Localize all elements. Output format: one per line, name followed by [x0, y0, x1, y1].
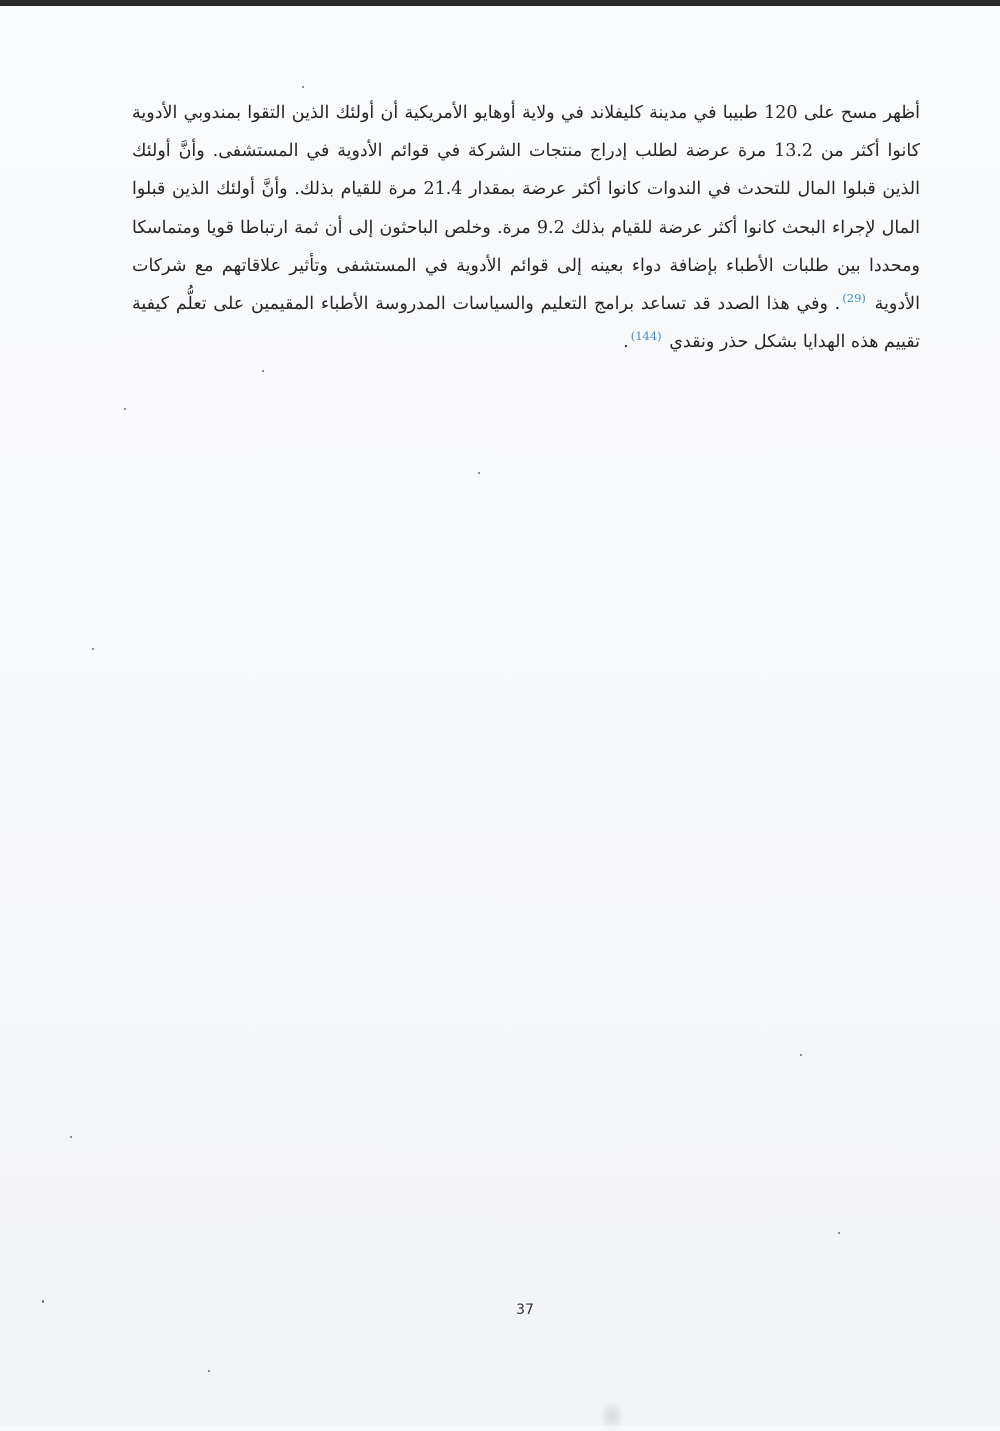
- page-number: 37: [516, 1302, 534, 1318]
- scan-speck: [838, 1232, 840, 1234]
- reference-144[interactable]: (144): [630, 329, 662, 344]
- scan-speck: [92, 648, 94, 650]
- paper-crease: [600, 1401, 624, 1431]
- body-paragraph: [132, 94, 920, 361]
- scan-speck: [302, 86, 304, 88]
- scan-speck: [42, 1300, 44, 1303]
- scan-speck: [208, 1370, 210, 1372]
- scan-speck: [800, 1054, 802, 1056]
- scan-speck: [478, 472, 480, 474]
- reference-29[interactable]: (29): [842, 291, 866, 306]
- scan-speck: [262, 370, 264, 372]
- paragraph-text-part-1: أظهر مسح على 120 طبيبا في مدينة كليفلاند في ولاية أوهايو الأمريكية أن أولئك الذين التقوا بمندوبي الأدوية كانوا أكثر من 13.2 مرة عرضة لطلب إدراج منتجات الشركة في قوائم الأدوية في المستشفى. وأنَّ أولئك الذين قبلوا المال للتحدث في الندوات كانوا أكثر عرضة بمقدار 21.4 مرة للقيام بذلك. وأنَّ أولئك الذين قبلوا المال لإجراء البحث كانوا أكثر عرضة للقيام بذلك 9.2 مرة. وخلص الباحثون إلى أن ثمة ارتباطا قويا ومتماسكا ومحددا بين طلبات الأطباء بإضافة دواء بعينه إلى قوائم الأدوية في المستشفى وتأثير علاقاتهم مع شركات الأدوية: [132, 103, 920, 315]
- scan-speck: [124, 408, 126, 410]
- scan-speck: [70, 1136, 72, 1138]
- paragraph-text-part-3: .: [623, 332, 629, 353]
- paragraph-text-part-2: . وفي هذا الصدد قد تساعد برامج التعليم والسياسات المدروسة الأطباء المقيمين على تعلُّم كيفية تقييم هذه الهدايا بشكل حذر ونقدي: [132, 294, 920, 353]
